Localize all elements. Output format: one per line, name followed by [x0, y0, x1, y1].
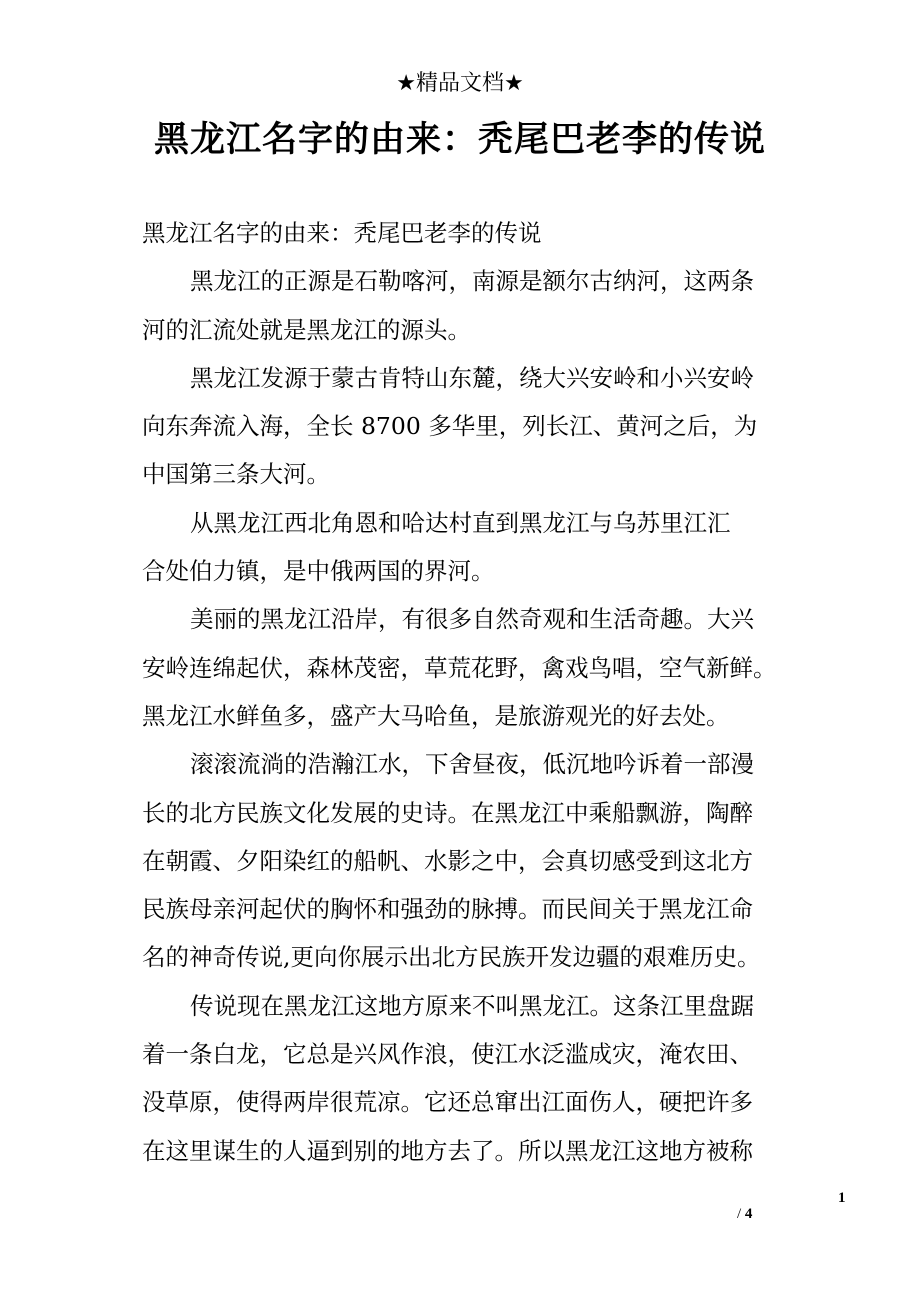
text-line: 合处伯力镇，是中俄两国的界河。 — [142, 557, 495, 586]
page-total-count: 4 — [744, 1206, 753, 1222]
text-line: 长的北方民族文化发展的史诗。在黑龙江中乘船飘游，陶醉 — [142, 798, 753, 827]
text-line: 传说现在黑龙江这地方原来不叫黑龙江。这条江里盘踞 — [190, 991, 754, 1020]
text-line: 名的神奇传说,更向你展示出北方民族开发边疆的艰难历史。 — [142, 943, 761, 972]
paragraph — [142, 740, 792, 981]
text-line: 河的汇流处就是黑龙江的源头。 — [142, 315, 471, 344]
text-line: 滚滚流淌的浩瀚江水，下舍昼夜，低沉地吟诉着一部漫 — [190, 750, 754, 779]
text-line: 黑龙江水鲜鱼多，盛产大马哈鱼，是旅游观光的好去处。 — [142, 701, 730, 730]
text-line: 着一条白龙，它总是兴风作浪，使江水泛滥成灾，淹农田、 — [142, 1040, 753, 1069]
text-line: 美丽的黑龙江沿岸，有很多自然奇观和生活奇趣。大兴 — [190, 605, 754, 634]
paragraph — [142, 354, 792, 499]
text-line: 从黑龙江西北角恩和哈达村直到黑龙江与乌苏里江汇 — [190, 508, 731, 537]
page-total — [737, 1206, 752, 1223]
paragraph — [142, 595, 792, 740]
text-line: 黑龙江发源于蒙古肯特山东麓，绕大兴安岭和小兴安岭 — [190, 363, 754, 392]
text-line: 在朝霞、夕阳染红的船帆、水影之中，会真切感受到这北方 — [142, 846, 753, 875]
text-line: 向东奔流入海，全长 8700 多华里，列长江、黄河之后，为 — [142, 412, 758, 441]
text-line: 黑龙江的正源是石勒喀河，南源是额尔古纳河，这两条 — [190, 267, 754, 296]
text-line: 安岭连绵起伏，森林茂密，草荒花野，禽戏鸟唱，空气新鲜。 — [142, 653, 777, 682]
document-title: 黑龙江名字的由来：秃尾巴老李的传说 — [153, 120, 766, 160]
page-total-prefix: / — [737, 1206, 745, 1222]
page-number: 1 — [838, 1190, 846, 1206]
paragraph — [142, 209, 792, 257]
text-line: 黑龙江名字的由来：秃尾巴老李的传说 — [142, 219, 542, 247]
paragraph — [142, 257, 792, 354]
document-header: ★精品文档★ — [396, 71, 524, 96]
text-line: 没草原，使得两岸很荒凉。它还总窜出江面伤人，硬把许多 — [142, 1088, 753, 1117]
text-line: 在这里谋生的人逼到别的地方去了。所以黑龙江这地方被称 — [142, 1136, 753, 1165]
text-line: 中国第三条大河。 — [142, 460, 330, 489]
document-body — [142, 209, 792, 1175]
paragraph — [142, 982, 792, 1175]
paragraph — [142, 499, 792, 596]
text-line: 民族母亲河起伏的胸怀和强劲的脉搏。而民间关于黑龙江命 — [142, 895, 753, 924]
